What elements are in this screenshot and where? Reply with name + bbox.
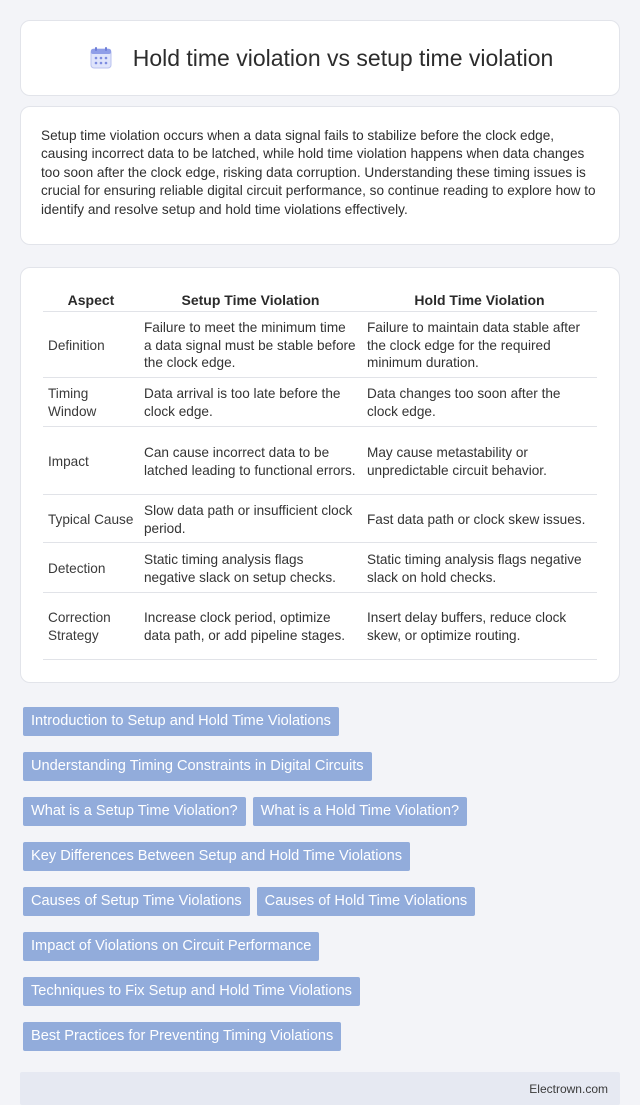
- page-title: Hold time violation vs setup time violation: [132, 44, 554, 71]
- intro-paragraph: Setup time violation occurs when a data signal fails to stabilize before the clock edge, causing incorrect data to be latched, while hold time violation happens when data changes too soon after the clock edge, risking data corruption. Understanding these timing issues is crucial for ensuring reliable digital circuit performance, so continue reading to explore how to identify and resolve setup and hold time violations effectively.: [41, 128, 596, 217]
- cell-setup: Slow data path or insufficient clock period.: [139, 495, 362, 543]
- topic-link[interactable]: Impact of Violations on Circuit Performance: [23, 932, 319, 961]
- header-hold: Hold Time Violation: [362, 288, 597, 312]
- cell-setup: Static timing analysis flags negative slack on setup checks.: [139, 543, 362, 593]
- cell-setup: Increase clock period, optimize data path, or add pipeline stages.: [139, 593, 362, 660]
- cell-hold: Static timing analysis flags negative slack on hold checks.: [362, 543, 597, 593]
- topic-link[interactable]: Best Practices for Preventing Timing Violations: [23, 1022, 341, 1051]
- footer: [20, 1072, 620, 1105]
- topic-link[interactable]: What is a Setup Time Violation?: [23, 797, 246, 826]
- footer-brand[interactable]: Electrown.com: [529, 1081, 608, 1096]
- table-row: [43, 312, 597, 378]
- cell-setup: Failure to meet the minimum time a data signal must be stable before the clock edge.: [139, 312, 362, 378]
- topic-link[interactable]: Causes of Hold Time Violations: [257, 887, 476, 916]
- cell-aspect: Timing Window: [43, 378, 139, 427]
- topic-link[interactable]: Key Differences Between Setup and Hold Time Violations: [23, 842, 410, 871]
- table-row: [43, 495, 597, 543]
- related-topics: [20, 707, 580, 1051]
- header-setup: Setup Time Violation: [139, 288, 362, 312]
- table-row: [43, 593, 597, 660]
- cell-setup: Data arrival is too late before the clock edge.: [139, 378, 362, 427]
- calendar-grid-icon: [87, 44, 115, 72]
- cell-hold: Data changes too soon after the clock edge.: [362, 378, 597, 427]
- table-row: [43, 378, 597, 427]
- cell-aspect: Impact: [43, 427, 139, 495]
- cell-aspect: Correction Strategy: [43, 593, 139, 660]
- topic-link[interactable]: Understanding Timing Constraints in Digital Circuits: [23, 752, 372, 781]
- cell-hold: Failure to maintain data stable after the clock edge for the required minimum duration.: [362, 312, 597, 378]
- table-row: [43, 427, 597, 495]
- cell-aspect: Typical Cause: [43, 495, 139, 543]
- intro-card: [20, 106, 620, 245]
- topic-link[interactable]: Causes of Setup Time Violations: [23, 887, 250, 916]
- header-aspect: Aspect: [43, 288, 139, 312]
- cell-hold: May cause metastability or unpredictable circuit behavior.: [362, 427, 597, 495]
- table-header-row: [43, 288, 597, 312]
- comparison-table-card: [20, 267, 620, 683]
- cell-hold: Insert delay buffers, reduce clock skew, or optimize routing.: [362, 593, 597, 660]
- table-row: [43, 543, 597, 593]
- cell-aspect: Definition: [43, 312, 139, 378]
- title-card: [20, 20, 620, 96]
- cell-aspect: Detection: [43, 543, 139, 593]
- topic-link[interactable]: Techniques to Fix Setup and Hold Time Violations: [23, 977, 360, 1006]
- topic-link[interactable]: Introduction to Setup and Hold Time Violations: [23, 707, 339, 736]
- comparison-table: [43, 288, 597, 660]
- cell-setup: Can cause incorrect data to be latched leading to functional errors.: [139, 427, 362, 495]
- topic-link[interactable]: What is a Hold Time Violation?: [253, 797, 467, 826]
- cell-hold: Fast data path or clock skew issues.: [362, 495, 597, 543]
